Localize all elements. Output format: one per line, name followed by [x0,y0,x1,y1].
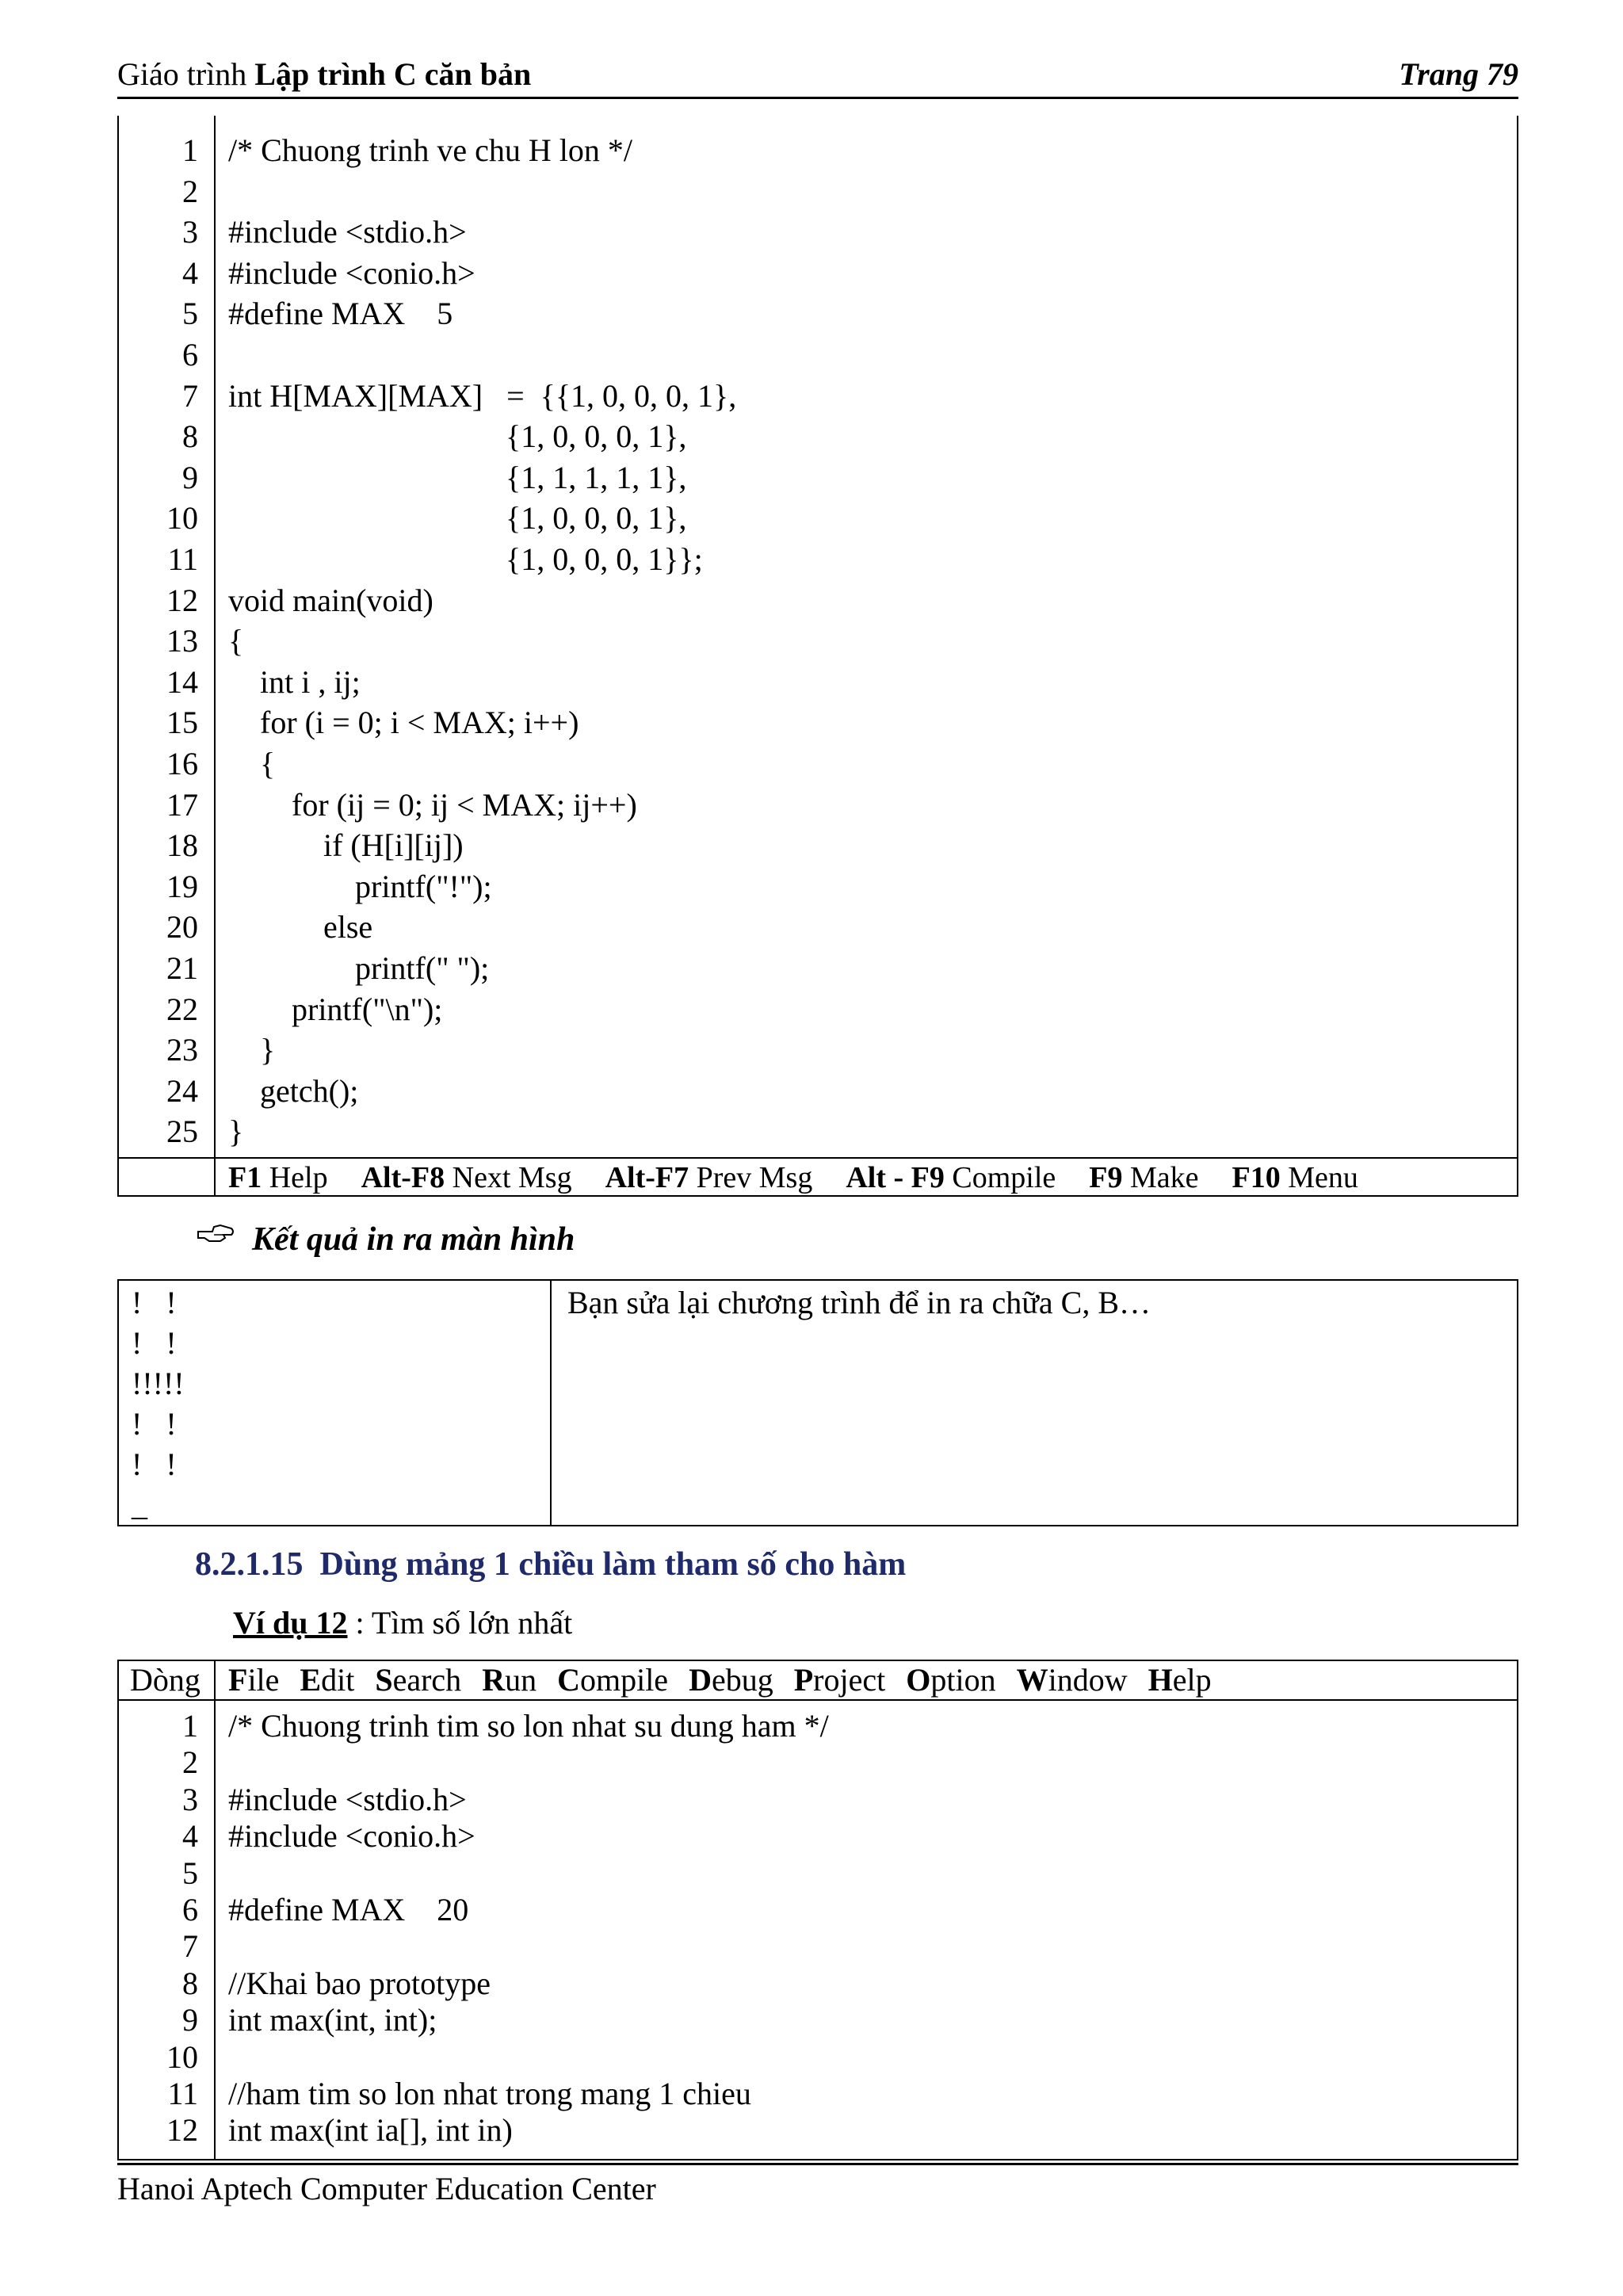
menu-hotkey: H [1148,1662,1173,1698]
gutter-divider [214,116,216,1195]
line-number: 20 [166,909,198,946]
code-line: #define MAX 5 [228,296,453,332]
status-key: Alt-F8 [361,1161,445,1194]
status-label: Next Msg [445,1161,572,1194]
code-line: printf("!"); [228,868,492,904]
code-line: /* Chuong trinh tim so lon nhat su dung ham */ [228,1708,829,1744]
status-key: F10 [1232,1161,1281,1194]
menu-label: ompile [579,1662,669,1698]
line-number: 23 [166,1032,198,1068]
status-bar [228,1160,1392,1195]
example-text: : Tìm số lớn nhất [347,1605,573,1641]
line-number: 12 [166,582,198,618]
output-box [117,1279,1518,1526]
code-listing-2 [117,1660,1518,2160]
menu-label: dit [321,1662,355,1698]
code-line: int max(int, int); [228,2002,437,2038]
code-line: int i , ij; [228,663,361,700]
menu-hotkey: W [1016,1662,1048,1698]
menu-label: ile [247,1662,280,1698]
line-number: 6 [182,1892,198,1927]
code-line: //ham tim so lon nhat trong mang 1 chieu [228,2076,751,2111]
menu-label: roject [813,1662,886,1698]
book-title [117,55,531,93]
gutter-label: Dòng [130,1662,200,1698]
line-number: 19 [166,868,198,904]
code-line: {1, 1, 1, 1, 1}, [228,459,687,495]
code-line: { [228,746,276,781]
menu-item[interactable] [794,1662,886,1698]
status-label: Help [262,1161,328,1194]
code-line: int H[MAX][MAX] = {{1, 0, 0, 0, 1}, [228,377,737,414]
code-line: for (i = 0; i < MAX; i++) [228,705,579,741]
line-number: 3 [182,1781,198,1817]
line-number: 5 [182,296,198,332]
status-divider [119,1157,1517,1159]
code-line: #include <stdio.h> [228,214,467,250]
status-label: Prev Msg [689,1161,813,1194]
example-number: Ví dụ 12 [233,1605,348,1641]
status-item [846,1161,1056,1194]
output-line: ! ! [132,1446,177,1482]
line-number: 14 [166,663,198,700]
menu-hotkey: F [228,1662,248,1698]
menu-item[interactable] [228,1662,279,1698]
line-number: 4 [182,254,198,291]
footer-rule [117,2163,1518,2165]
line-number: 10 [166,2038,198,2075]
page-number: Trang 79 [1399,56,1518,92]
section-number: 8.2.1.15 [195,1546,304,1583]
status-key: F9 [1089,1161,1123,1194]
menu-hotkey: E [300,1662,322,1698]
menu-label: earch [392,1662,462,1698]
book-prefix: Giáo trình [117,56,255,92]
code-line: printf(" "); [228,950,490,986]
menu-item[interactable] [1017,1662,1128,1698]
output-line: ! ! [132,1325,177,1361]
line-number: 1 [182,132,198,168]
code-line: getch(); [228,1072,359,1109]
status-label: Menu [1280,1161,1358,1194]
menu-hotkey: C [557,1662,580,1698]
section-heading [195,1545,906,1584]
hand-icon [197,1221,236,1250]
line-number: 2 [182,173,198,209]
line-number: 7 [182,1928,198,1965]
code-line: {1, 0, 0, 0, 1}, [228,418,687,455]
line-number: 21 [166,950,198,986]
code-line: {1, 0, 0, 0, 1}, [228,500,687,537]
menu-bar [228,1661,1232,1698]
line-number: 11 [167,2076,198,2111]
status-item [1089,1161,1198,1194]
menu-hotkey: R [482,1662,506,1698]
menu-item[interactable] [300,1662,354,1698]
line-number: 2 [182,1744,198,1781]
line-number: 1 [182,1708,198,1744]
menu-label: ption [930,1662,996,1698]
line-number: 25 [166,1114,198,1150]
line-number: 18 [166,827,198,864]
line-number: 15 [166,705,198,741]
line-number: 12 [166,2112,198,2149]
status-item [361,1161,572,1194]
page-header [117,52,1518,99]
status-key: Alt-F7 [605,1161,689,1194]
code-line: #include <stdio.h> [228,1781,467,1817]
output-line: _ [132,1487,147,1522]
line-number: 22 [166,991,198,1027]
book-title-bold: Lập trình C căn bản [254,56,532,92]
line-number: 3 [182,214,198,250]
menu-label: ebug [711,1662,773,1698]
line-number: 6 [182,337,198,372]
status-item [228,1161,328,1194]
code-line: for (ij = 0; ij < MAX; ij++) [228,786,637,823]
line-number: 24 [166,1072,198,1109]
line-number: 10 [166,500,198,537]
page-footer: Hanoi Aptech Computer Education Center [117,2171,656,2206]
output-line: ! ! [132,1285,177,1320]
menu-label: elp [1172,1662,1212,1698]
status-item [605,1161,813,1194]
code-line: else [228,909,373,946]
status-label: Make [1122,1161,1199,1194]
code-listing-1 [117,116,1518,1197]
line-number: 5 [182,1855,198,1891]
status-label: Compile [944,1161,1056,1194]
line-number: 13 [166,623,198,659]
output-divider [550,1281,552,1525]
example-label [233,1604,572,1641]
menu-item[interactable] [906,1662,995,1698]
menu-item[interactable] [689,1662,773,1698]
line-number: 4 [182,1818,198,1855]
line-number: 17 [166,786,198,823]
menu-hotkey: S [375,1662,393,1698]
menu-hotkey: D [689,1662,712,1698]
line-number: 16 [166,746,198,781]
status-key: F1 [228,1161,262,1194]
code-line: if (H[i][ij]) [228,827,464,864]
status-key: Alt - F9 [846,1161,945,1194]
code-line: //Khai bao prototype [228,1965,491,2001]
line-number: 11 [167,541,198,577]
code-line: {1, 0, 0, 0, 1}}; [228,541,703,577]
code-line: #include <conio.h> [228,1818,475,1855]
menu-label: un [505,1662,537,1698]
status-item [1232,1161,1358,1194]
line-number: 7 [182,377,198,414]
code-line: void main(void) [228,582,433,618]
menu-label: indow [1048,1662,1128,1698]
output-line: ! ! [132,1406,177,1442]
code-line: printf("\n"); [228,991,443,1027]
menu-hotkey: P [793,1662,814,1698]
menu-item[interactable] [482,1662,537,1698]
code-line: int max(int ia[], int in) [228,2112,513,2149]
line-number: 9 [182,2002,198,2038]
code-line: #define MAX 20 [228,1892,469,1927]
gutter-divider [214,1661,216,2159]
menu-item[interactable] [375,1662,461,1698]
line-number: 8 [182,1965,198,2001]
section-title: Dùng mảng 1 chiều làm tham số cho hàm [319,1546,907,1583]
menu-item[interactable] [1148,1662,1212,1698]
code-line: { [228,623,244,659]
code-line: } [228,1114,244,1150]
exercise-note: Bạn sửa lại chương trình để in ra chữa C, B… [567,1285,1151,1320]
result-title: Kết quả in ra màn hình [252,1221,575,1258]
code-line: } [228,1032,276,1068]
menu-divider [119,1699,1517,1701]
line-number: 9 [182,459,198,495]
line-number: 8 [182,418,198,455]
output-line: !!!!! [132,1366,185,1401]
menu-hotkey: O [906,1662,931,1698]
code-line: /* Chuong trinh ve chu H lon */ [228,132,632,168]
code-line: #include <conio.h> [228,254,475,291]
menu-item[interactable] [557,1662,668,1698]
